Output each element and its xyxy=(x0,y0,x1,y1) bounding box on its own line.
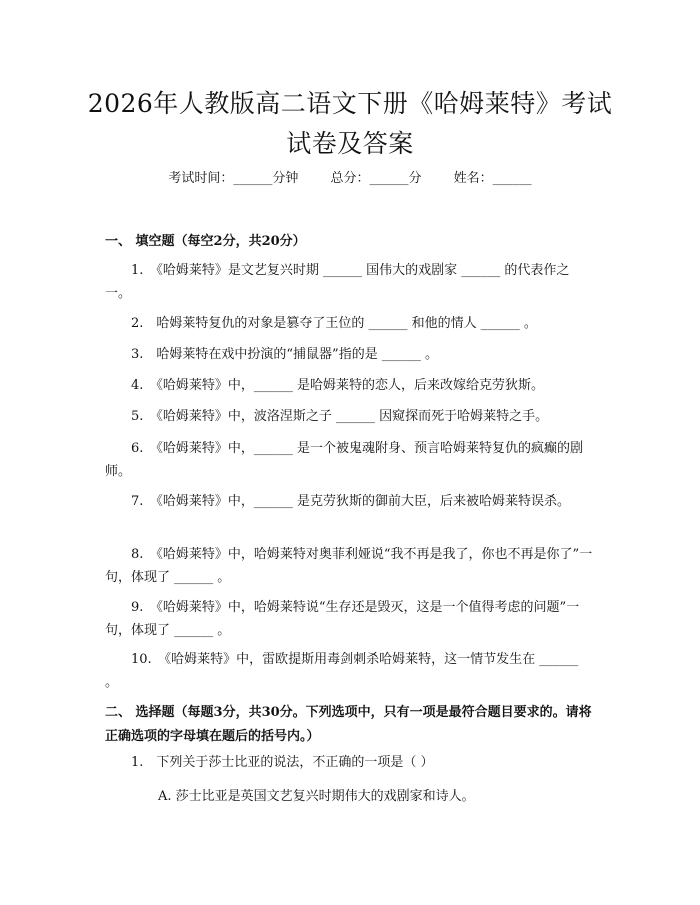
question-item: 1. 下列关于莎士比亚的说法，不正确的一项是（ ） xyxy=(131,755,434,770)
question-item: 5. 《哈姆莱特》中，波洛涅斯之子 ______ 因窥探而死于哈姆莱特之手。 xyxy=(131,409,549,424)
question-item: 7. 《哈姆莱特》中，______ 是克劳狄斯的御前大臣，后来被哈姆莱特误杀。 xyxy=(131,494,571,509)
question-item: 4. 《哈姆莱特》中，______ 是哈姆莱特的恋人，后来改嫁给克劳狄斯。 xyxy=(131,378,545,393)
section-heading-fill-in: 一、 填空题（每空2分，共20分） xyxy=(105,234,306,249)
exam-meta xyxy=(0,170,700,188)
student-name: 姓名：______ xyxy=(453,171,532,186)
question-item: 10. 《哈姆莱特》中，雷欧提斯用毒剑刺杀哈姆莱特，这一情节发生在 ______ 。 xyxy=(105,652,579,690)
section-heading-multiple-choice: 二、 选择题（每题3分，共30分。下列选项中，只有一项是最符合题目要求的。请将正确选项的字母填在题后的括号内。） xyxy=(105,705,592,744)
question-item: 2. 哈姆莱特复仇的对象是篡夺了王位的 ______ 和他的情人 ______ 。 xyxy=(131,316,537,331)
question-item: 3. 哈姆莱特在戏中扮演的“捕鼠器”指的是 ______ 。 xyxy=(131,347,438,362)
question-item: 8. 《哈姆莱特》中，哈姆莱特对奥菲利娅说“我不再是我了，你也不再是你了”一句，体现了 ______ 。 xyxy=(105,547,593,585)
question-item: 6. 《哈姆莱特》中，______ 是一个被鬼魂附身、预言哈姆莱特复仇的疯癫的剧师。 xyxy=(105,441,584,479)
exam-time: 考试时间：______分钟 xyxy=(168,171,299,186)
question-item: 1. 《哈姆莱特》是文艺复兴时期 ______ 国伟大的戏剧家 ______ 的代表作之一。 xyxy=(105,263,570,301)
answer-option: A. 莎士比亚是英国文艺复兴时期伟大的戏剧家和诗人。 xyxy=(158,789,475,804)
question-item: 9. 《哈姆莱特》中，哈姆莱特说“生存还是毁灭，这是一个值得考虑的问题”一句，体现了 ______ 。 xyxy=(105,600,580,638)
exam-score: 总分：______分 xyxy=(330,171,422,186)
page-title: 2026年人教版高二语文下册《哈姆莱特》考试试卷及答案 xyxy=(87,89,613,158)
